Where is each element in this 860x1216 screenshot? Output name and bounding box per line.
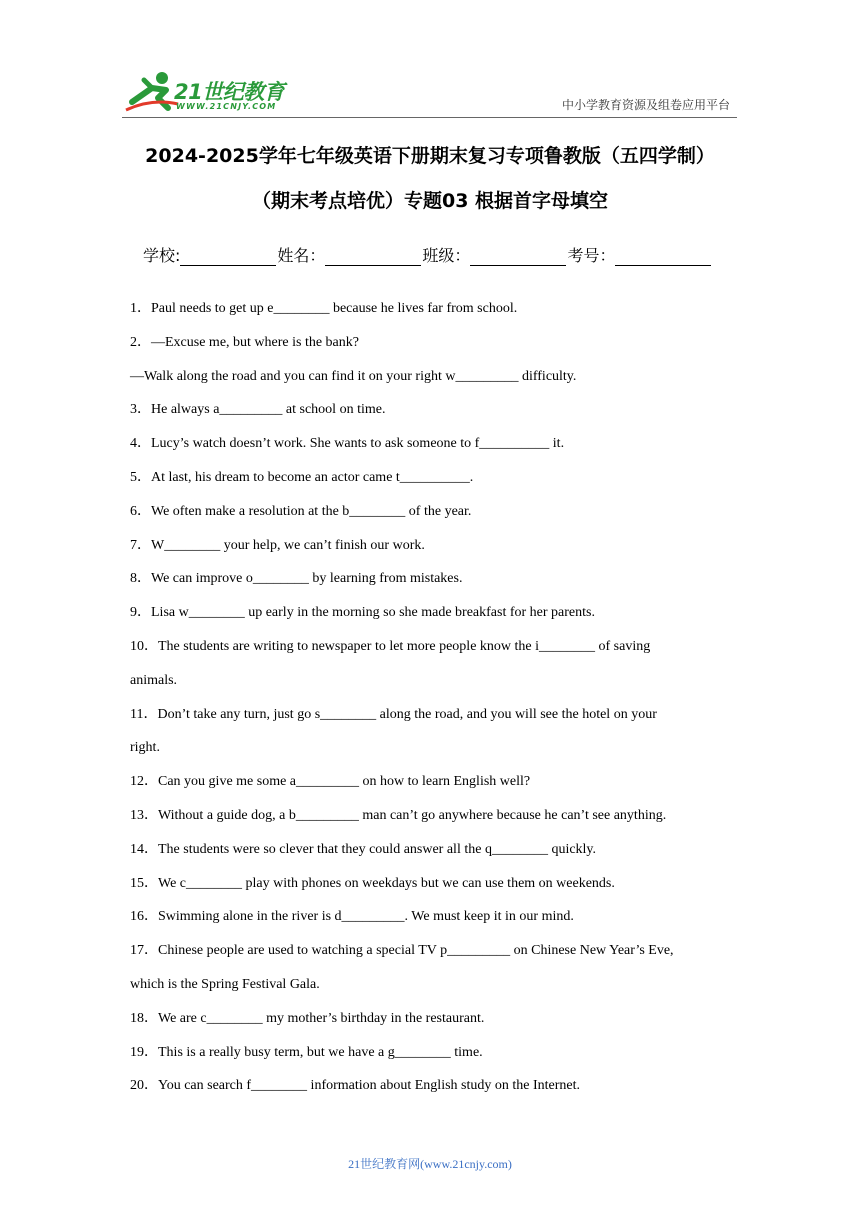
question-line: 8．We can improve o________ by learning from mistakes. [130, 571, 463, 587]
question-line: 3．He always a_________ at school on time. [130, 402, 386, 418]
question-line: right. [130, 740, 160, 756]
document-title: 2024-2025学年七年级英语下册期末复习专项鲁教版（五四学制） [145, 145, 715, 167]
question-line: which is the Spring Festival Gala. [130, 976, 320, 992]
name-blank [325, 247, 421, 266]
header-divider [122, 117, 737, 118]
question-line: 15．We c________ play with phones on weekdays but we can use them on weekends. [130, 875, 615, 891]
question-line: 19．This is a really busy term, but we have a g________ time. [130, 1044, 483, 1060]
question-line: 13．Without a guide dog, a b_________ man can’t go anywhere because he can’t see anything. [130, 807, 667, 823]
runner-logo-icon [122, 68, 182, 116]
question-line: —Walk along the road and you can find it on your right w_________ difficulty. [130, 368, 577, 384]
footer-link[interactable]: 21世纪教育网(www.21cnjy.com) [348, 1157, 512, 1171]
question-line: 7．W________ your help, we can’t finish our work. [130, 537, 425, 553]
document-subtitle: （期末考点培优）专题03 根据首字母填空 [251, 190, 609, 212]
question-line: 10．The students are writing to newspaper to let more people know the i________ of saving [130, 638, 651, 654]
logo [122, 68, 292, 116]
question-line: 20．You can search f________ information about English study on the Internet. [130, 1078, 581, 1094]
question-line: 14．The students were so clever that they could answer all the q________ quickly. [130, 841, 597, 857]
name-label: 姓名： [277, 246, 326, 265]
school-label: 学校: [143, 246, 181, 265]
logo-url: WWW.21CNJY.COM [176, 102, 277, 111]
page-header [0, 0, 860, 125]
question-list [130, 292, 740, 1103]
question-line: 12．Can you give me some a_________ on how to learn English well? [130, 774, 531, 790]
question-line: 5．At last, his dream to become an actor came t__________. [130, 469, 474, 485]
question-line: 17．Chinese people are used to watching a special TV p_________ on Chinese New Year’s Eve, [130, 943, 674, 959]
number-label: 考号： [567, 246, 616, 265]
question-line: 6．We often make a resolution at the b________ of the year. [130, 503, 472, 519]
logo-text: 21世纪教育 [174, 80, 285, 104]
question-line: animals. [130, 672, 178, 688]
class-blank [470, 247, 566, 266]
number-blank [615, 247, 711, 266]
question-line: 18．We are c________ my mother’s birthday in the restaurant. [130, 1010, 485, 1026]
question-line: 16．Swimming alone in the river is d_________. We must keep it in our mind. [130, 909, 574, 925]
question-line: 2．—Excuse me, but where is the bank? [130, 334, 359, 350]
platform-name: 中小学教育资源及组卷应用平台 [561, 98, 730, 112]
question-line: 9．Lisa w________ up early in the morning so she made breakfast for her parents. [130, 605, 595, 621]
question-line: 1．Paul needs to get up e________ because he lives far from school. [130, 301, 518, 316]
question-line: 4．Lucy’s watch doesn’t work. She wants to ask someone to f__________ it. [130, 436, 565, 452]
question-line: 11．Don’t take any turn, just go s________ along the road, and you will see the hotel on your [130, 706, 657, 722]
class-label: 班级： [422, 246, 471, 265]
school-blank [180, 247, 276, 266]
student-info-line [143, 243, 712, 266]
